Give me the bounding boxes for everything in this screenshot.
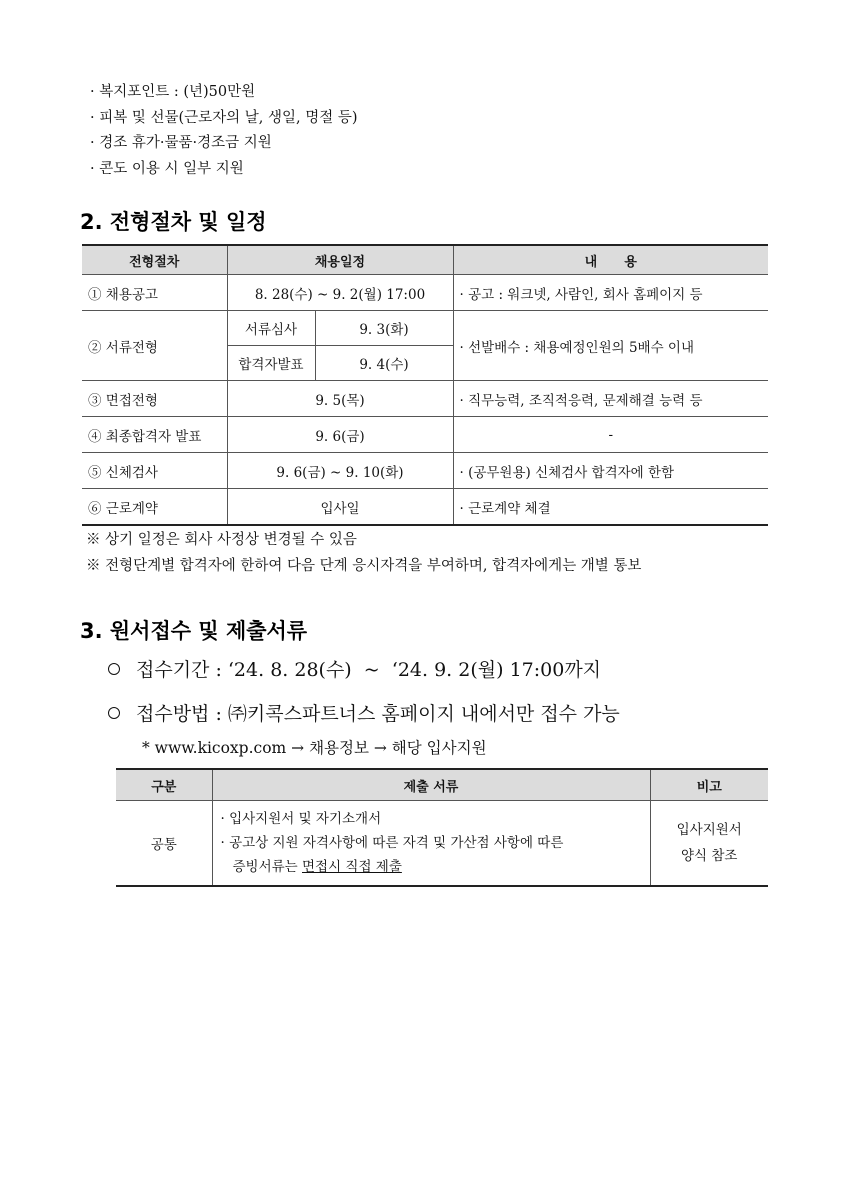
content-cell: · 선발배수 : 채용예정인원의 5배수 이내: [453, 311, 768, 381]
schedule-cell: 입사일: [227, 489, 453, 526]
table-header-row: [82, 245, 768, 275]
application-period: [108, 655, 601, 682]
table-row: [82, 417, 768, 453]
note-line: ※ 전형단계별 합격자에 한하여 다음 단계 응시자격을 부여하며, 합격자에게는 개별 통보: [86, 558, 642, 574]
remarks-line: 양식 참조: [681, 848, 738, 864]
table-row: [82, 489, 768, 526]
benefits-list: [90, 80, 358, 182]
content-cell: · (공무원용) 신체검사 합격자에 한함: [453, 453, 768, 489]
schedule-cell: 9. 3(화): [315, 311, 453, 346]
table-row: [116, 801, 768, 887]
doc-line: [221, 855, 642, 879]
circle-bullet-icon: [108, 663, 120, 675]
step-cell: ② 서류전형: [82, 311, 227, 381]
step-cell: ⑤ 신체검사: [82, 453, 227, 489]
application-method: [108, 699, 620, 726]
benefit-item: · 피복 및 선물(근로자의 날, 생일, 명절 등): [90, 109, 358, 126]
remarks-cell: [650, 801, 768, 887]
section3-heading: 3. 원서접수 및 제출서류: [80, 619, 308, 643]
content-cell: · 근로계약 체결: [453, 489, 768, 526]
header-docs: 제출 서류: [212, 769, 650, 801]
header-remarks: 비고: [650, 769, 768, 801]
step-cell: ④ 최종합격자 발표: [82, 417, 227, 453]
step-cell: ③ 면접전형: [82, 381, 227, 417]
doc-line-emphasis: 면접시 직접 제출: [302, 859, 402, 875]
schedule-cell: 9. 6(금): [227, 417, 453, 453]
content-cell: -: [453, 417, 768, 453]
header-step: 전형절차: [82, 245, 227, 275]
schedule-cell: 9. 4(수): [315, 346, 453, 381]
schedule-table: [82, 244, 768, 526]
doc-line: · 공고상 지원 자격사항에 따른 자격 및 가산점 사항에 따른: [220, 835, 564, 851]
step-cell: ⑥ 근로계약: [82, 489, 227, 526]
doc-line: · 입사지원서 및 자기소개서: [220, 811, 382, 827]
table-header-row: [116, 769, 768, 801]
header-schedule: 채용일정: [227, 245, 453, 275]
application-site-path: * www.kicoxp.com → 채용정보 → 해당 입사지원: [142, 739, 487, 757]
circle-bullet-icon: [108, 707, 120, 719]
schedule-notes: [86, 527, 641, 579]
header-category: 구분: [116, 769, 212, 801]
section2-heading: 2. 전형절차 및 일정: [80, 210, 267, 234]
table-row: [82, 275, 768, 311]
schedule-cell: 8. 28(수) ~ 9. 2(월) 17:00: [227, 275, 453, 311]
benefit-item: · 복지포인트 : (년)50만원: [90, 84, 256, 100]
header-content: 내 용: [453, 245, 768, 275]
benefit-item: · 콘도 이용 시 일부 지원: [90, 160, 244, 177]
note-line: ※ 상기 일정은 회사 사정상 변경될 수 있음: [86, 532, 357, 548]
content-cell: · 공고 : 워크넷, 사람인, 회사 홈페이지 등: [453, 275, 768, 311]
remarks-line: 입사지원서: [676, 822, 742, 838]
sub-step-label: 서류심사: [227, 311, 315, 346]
application-period-text: 접수기간 : ‘24. 8. 28(수) ~ ‘24. 9. 2(월) 17:00까지: [136, 659, 602, 681]
documents-table: [116, 768, 768, 887]
benefit-item: · 경조 휴가·물품·경조금 지원: [90, 135, 272, 151]
sub-step-label: 합격자발표: [227, 346, 315, 381]
table-row: [82, 381, 768, 417]
category-cell: 공통: [116, 801, 212, 887]
content-cell: · 직무능력, 조직적응력, 문제해결 능력 등: [453, 381, 768, 417]
schedule-cell: 9. 6(금) ~ 9. 10(화): [227, 453, 453, 489]
step-cell: ① 채용공고: [82, 275, 227, 311]
schedule-cell: 9. 5(목): [227, 381, 453, 417]
table-row: [82, 311, 768, 346]
table-row: [82, 453, 768, 489]
docs-cell: [212, 801, 650, 887]
doc-line-prefix: 증빙서류는: [232, 859, 302, 875]
application-method-text: 접수방법 : ㈜키콕스파트너스 홈페이지 내에서만 접수 가능: [136, 703, 620, 725]
